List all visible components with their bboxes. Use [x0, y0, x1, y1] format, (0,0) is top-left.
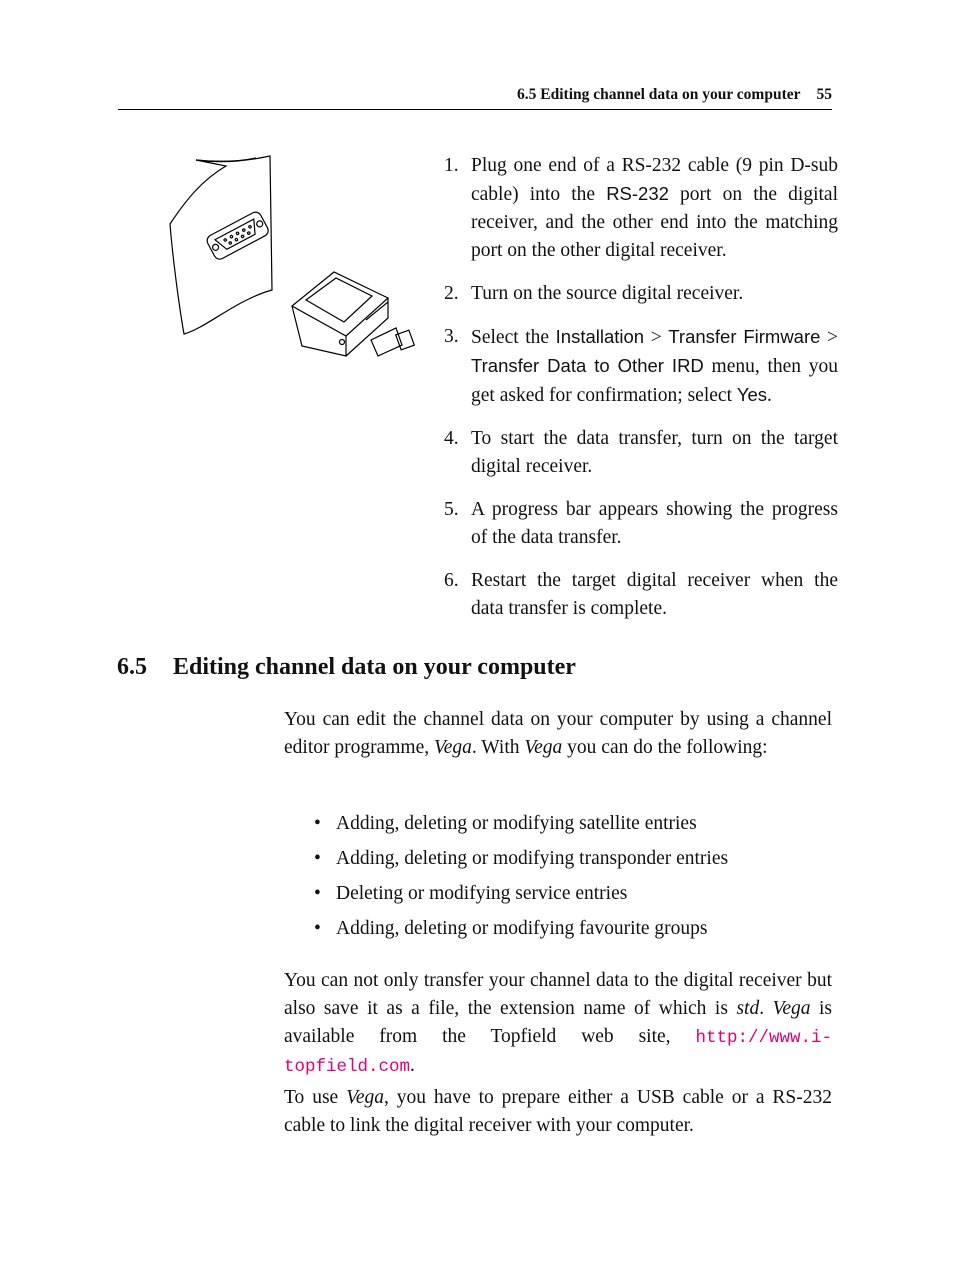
- step-item: [440, 280, 838, 308]
- section-heading: [117, 654, 576, 681]
- step-text: Select the: [471, 327, 556, 348]
- step-number: 6.: [444, 570, 459, 591]
- para-text: you can do the following:: [562, 737, 768, 758]
- intro-paragraph: [284, 706, 832, 762]
- step-item: [440, 425, 838, 481]
- cable-paragraph: [284, 1084, 832, 1140]
- list-item: • Adding, deleting or modifying favourite groups: [314, 915, 834, 943]
- para-text: , you have to prepare either a USB cable or a RS-232 cable to link the digital receiver with your computer.: [284, 1087, 832, 1136]
- db9-port: [205, 210, 270, 261]
- para-text: . With: [471, 737, 525, 758]
- running-head-title: 6.5 Editing channel data on your computer: [517, 86, 801, 103]
- para-text: You can not only transfer your channel data to the digital receiver but also save it as a file, the extension name of which is: [284, 970, 832, 1019]
- step-text: Restart the target digital receiver when the data transfer is complete.: [471, 570, 838, 619]
- step-text: Plug one end of a RS-232 cable (9 pin D-sub cable) into the: [471, 155, 838, 205]
- step-number: 1.: [444, 155, 459, 176]
- step-text: .: [767, 385, 772, 406]
- features-list: [314, 810, 834, 950]
- para-text: To use: [284, 1087, 347, 1108]
- para-text: .: [410, 1055, 415, 1076]
- running-head: [118, 86, 832, 104]
- menu-transfer-data: Transfer Data to Other IRD: [471, 355, 704, 376]
- step-text: A progress bar appears showing the progress of the data transfer.: [471, 499, 838, 548]
- file-paragraph: [284, 967, 832, 1081]
- para-text: is available from the Topfield web site,: [284, 998, 833, 1047]
- step-text: menu, then you get asked for confirmation; select: [471, 356, 838, 406]
- list-item: • Deleting or modifying service entries: [314, 880, 834, 908]
- step-number: 4.: [444, 428, 459, 449]
- section-number: 6.5: [117, 654, 147, 680]
- step-number: 5.: [444, 499, 459, 520]
- menu-separator: >: [820, 327, 839, 348]
- std-extension: std: [736, 998, 760, 1019]
- option-yes: Yes: [736, 384, 768, 405]
- header-rule: [118, 109, 832, 110]
- para-text: .: [759, 998, 773, 1019]
- list-item: • Adding, deleting or modifying satellite entries: [314, 810, 834, 838]
- para-text: You can edit the channel data on your computer by using a channel editor programme,: [284, 709, 832, 758]
- vega-name: Vega: [524, 737, 563, 758]
- menu-installation: Installation: [555, 326, 645, 347]
- ui-label-rs232: RS-232: [606, 183, 669, 204]
- topfield-url-link[interactable]: http://www.i-topfield.com: [284, 1028, 832, 1077]
- vega-name: Vega: [346, 1087, 384, 1108]
- section-title-text: Editing channel data on your computer: [173, 654, 576, 680]
- menu-transfer-firmware: Transfer Firmware: [668, 326, 821, 347]
- step-text: To start the data transfer, turn on the target digital receiver.: [471, 428, 838, 477]
- transfer-steps-list: [440, 152, 838, 638]
- cable-connector: [292, 272, 414, 356]
- step-number: 3.: [444, 326, 459, 347]
- vega-name: Vega: [434, 737, 472, 758]
- page-number: 55: [816, 86, 832, 103]
- step-item: [440, 323, 838, 410]
- step-number: 2.: [444, 283, 459, 304]
- vega-name: Vega: [772, 998, 811, 1019]
- step-text: port on the digital receiver, and the other end into the matching port on the other digital receiver.: [471, 184, 838, 261]
- step-item: [440, 567, 838, 623]
- menu-separator: >: [644, 327, 669, 348]
- step-text: Turn on the source digital receiver.: [471, 283, 744, 304]
- step-item: [440, 496, 838, 552]
- step-item: [440, 152, 838, 265]
- rs232-port-illustration: [166, 150, 428, 370]
- list-item: • Adding, deleting or modifying transponder entries: [314, 845, 834, 873]
